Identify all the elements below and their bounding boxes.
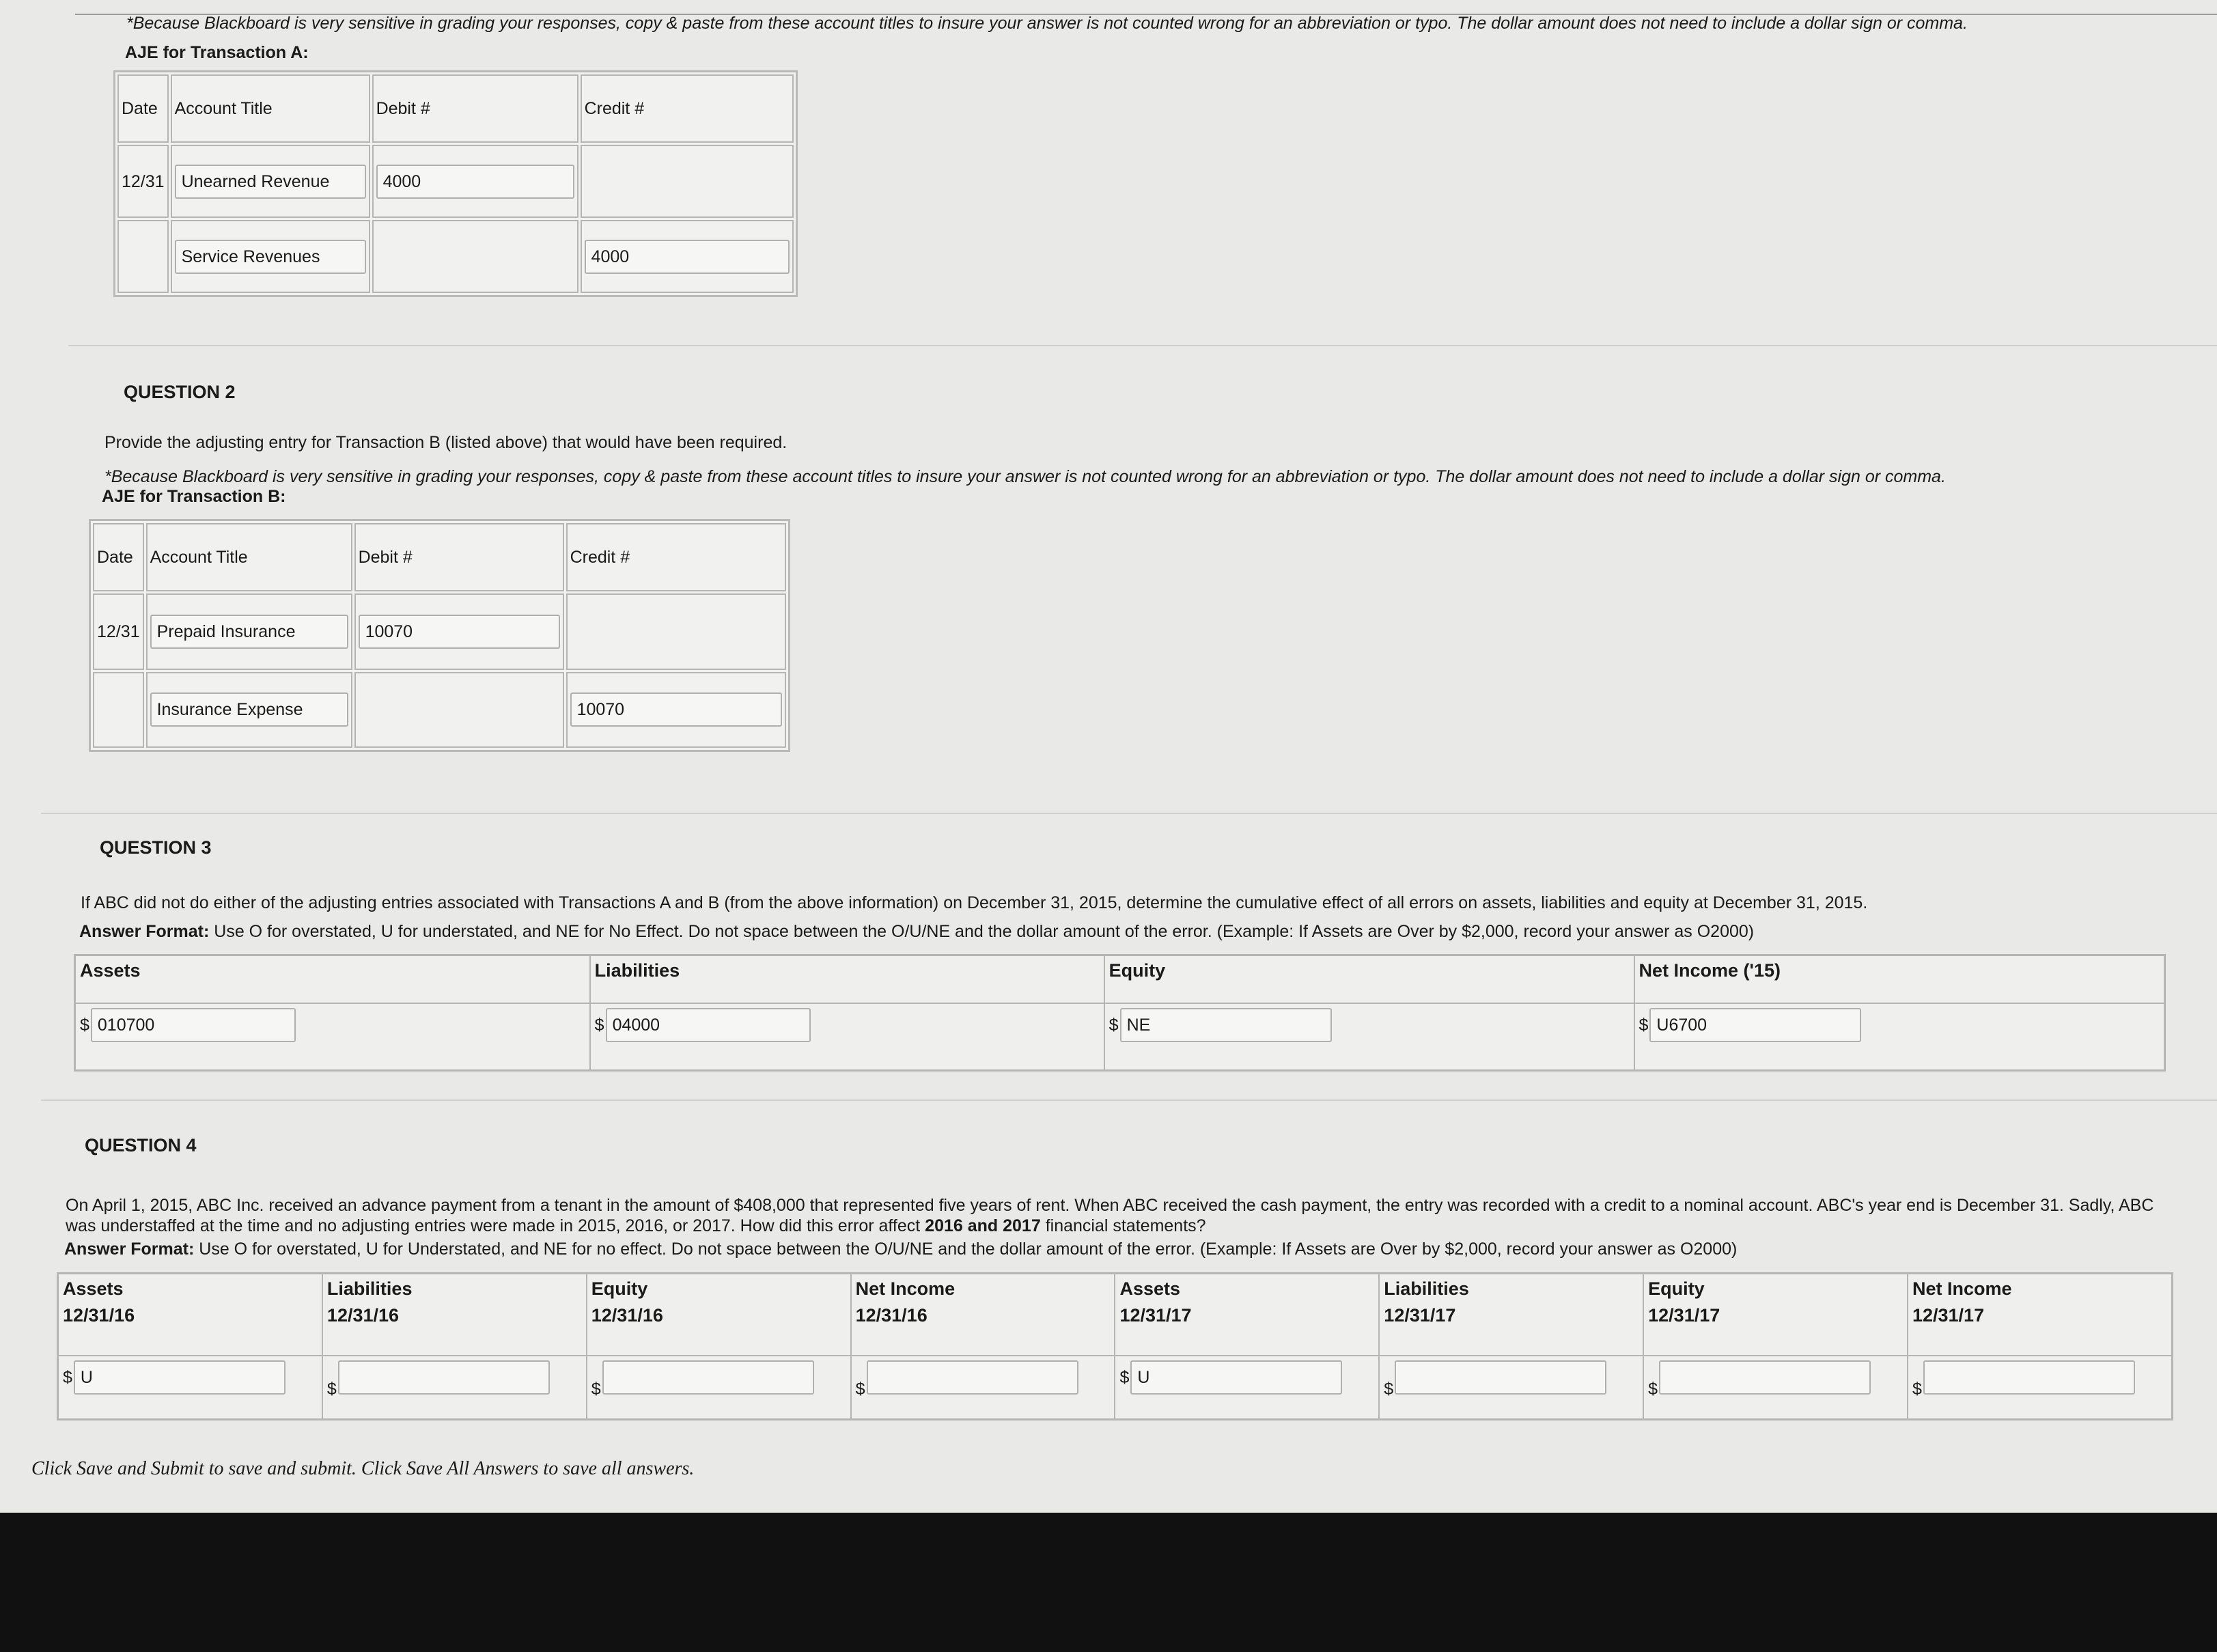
answer-input[interactable] <box>1923 1360 2135 1395</box>
screen-bezel <box>0 1513 2217 1652</box>
assets-input[interactable]: 010700 <box>91 1008 296 1042</box>
col-header <box>58 1274 322 1356</box>
col-date: 12/31/17 <box>1912 1305 1985 1326</box>
col-label: Liabilities <box>590 955 1104 1003</box>
col-header <box>1643 1274 1908 1356</box>
q4-heading: QUESTION 4 <box>85 1135 197 1156</box>
answer-input[interactable] <box>867 1360 1078 1395</box>
dollar-sign: $ <box>1119 1367 1130 1387</box>
credit-header: Credit # <box>566 523 786 591</box>
dollar-sign: $ <box>1639 1015 1649 1035</box>
answer-input[interactable]: U <box>1130 1360 1342 1395</box>
dollar-sign: $ <box>1648 1379 1658 1399</box>
debit-input[interactable]: 4000 <box>376 165 574 199</box>
answer-input[interactable] <box>338 1360 550 1395</box>
dollar-sign: $ <box>594 1015 604 1035</box>
col-header <box>1379 1274 1643 1356</box>
account-input[interactable]: Prepaid Insurance <box>150 615 348 649</box>
dollar-sign: $ <box>1384 1379 1394 1399</box>
col-date: 12/31/17 <box>1119 1305 1192 1326</box>
col-date: 12/31/17 <box>1384 1305 1456 1326</box>
dollar-sign: $ <box>326 1379 337 1399</box>
col-label: Assets <box>75 955 590 1003</box>
credit-input[interactable]: 4000 <box>585 240 790 274</box>
q4-prompt <box>66 1195 2156 1236</box>
col-date: 12/31/16 <box>63 1305 135 1326</box>
equity-input[interactable]: NE <box>1120 1008 1332 1042</box>
account-input[interactable]: Insurance Expense <box>150 692 348 727</box>
col-label: Net Income ('15) <box>1634 955 2165 1003</box>
q3-format <box>79 922 1754 942</box>
dollar-sign: $ <box>591 1379 601 1399</box>
dollar-sign: $ <box>1108 1015 1119 1035</box>
answer-cell <box>1115 1356 1379 1420</box>
col-label: Liabilities <box>1384 1278 1469 1299</box>
q3-answer-table <box>74 954 2166 1072</box>
col-header <box>322 1274 587 1356</box>
answer-cell <box>322 1356 587 1420</box>
q1-aje-label: AJE for Transaction A: <box>125 43 309 62</box>
answer-cell <box>587 1356 851 1420</box>
q3-prompt: If ABC did not do either of the adjusting entries associated with Transactions A and B (from the above information) on December 31, 2015, determine the cumulative effect of all errors on assets, liabilities and equity at December 31, 2015. <box>81 893 1868 912</box>
col-label: Liabilities <box>326 1278 413 1299</box>
answer-cell <box>1908 1356 2173 1420</box>
col-date: 12/31/16 <box>326 1305 400 1326</box>
answer-cell <box>1643 1356 1908 1420</box>
footer-note: Click Save and Submit to save and submit. Click Save All Answers to save all answers. <box>31 1458 695 1479</box>
q2-heading: QUESTION 2 <box>124 382 236 402</box>
answer-input[interactable]: U <box>74 1360 285 1395</box>
account-header: Account Title <box>146 523 352 591</box>
dollar-sign: $ <box>855 1379 865 1399</box>
prompt-bold: 2016 and 2017 <box>925 1216 1041 1235</box>
col-date: 12/31/17 <box>1648 1305 1720 1326</box>
col-label: Equity <box>1104 955 1634 1003</box>
answer-cell <box>1379 1356 1643 1420</box>
q4-answer-table <box>57 1272 2173 1420</box>
col-label: Equity <box>591 1278 648 1299</box>
col-date: 12/31/16 <box>855 1305 928 1326</box>
prompt-text: On April 1, 2015, ABC Inc. received an advance payment from a tenant in the amount of $408,000 that represented five years of rent. When ABC received the cash payment, the entry was recorded with a credit to a nominal account. ABC's year end is December 31. Sadly, ABC was understaffed at the time and no adjusting entries were made in 2015, 2016, or 2017. How did this error affect <box>66 1196 2154 1235</box>
date-header: Date <box>93 523 144 591</box>
answer-input[interactable] <box>1659 1360 1871 1395</box>
dollar-sign: $ <box>80 1015 89 1035</box>
answer-input[interactable] <box>602 1360 814 1395</box>
q2-aje-table <box>89 519 790 752</box>
col-label: Assets <box>1119 1278 1181 1299</box>
answer-input[interactable] <box>1395 1360 1606 1395</box>
liabilities-input[interactable]: 04000 <box>606 1008 811 1042</box>
q1-aje-table <box>113 70 798 297</box>
col-label: Equity <box>1648 1278 1705 1299</box>
date-cell: 12/31 <box>93 593 144 670</box>
account-header: Account Title <box>171 74 370 143</box>
col-header <box>1908 1274 2173 1356</box>
debit-input[interactable]: 10070 <box>359 615 560 649</box>
dollar-sign: $ <box>1912 1379 1922 1399</box>
col-header <box>1115 1274 1379 1356</box>
credit-header: Credit # <box>581 74 794 143</box>
col-label: Net Income <box>855 1278 956 1299</box>
credit-input[interactable]: 10070 <box>570 692 782 727</box>
q2-prompt: Provide the adjusting entry for Transaction B (listed above) that would have been required. <box>104 433 787 452</box>
q3-heading: QUESTION 3 <box>100 837 212 858</box>
answer-cell <box>58 1356 322 1420</box>
dollar-sign: $ <box>63 1367 72 1387</box>
account-input[interactable]: Unearned Revenue <box>175 165 366 199</box>
format-label: Answer Format: <box>64 1240 195 1259</box>
net-income-input[interactable]: U6700 <box>1649 1008 1861 1042</box>
col-label: Assets <box>63 1278 124 1299</box>
q4-format <box>64 1240 1737 1259</box>
answer-cell <box>851 1356 1115 1420</box>
format-text: Use O for overstated, U for Understated, and NE for no effect. Do not space between the O/U/NE and the dollar amount of the error. (Example: If Assets are Over by $2,000, record your answer as O2000) <box>194 1240 1738 1259</box>
format-text: Use O for overstated, U for understated, and NE for No Effect. Do not space between the O/U/NE and the dollar amount of the error. (Example: If Assets are Over by $2,000, record your answer as O2000) <box>209 922 1755 941</box>
q1-instruction: *Because Blackboard is very sensitive in grading your responses, copy & paste from these account titles to insure your answer is not counted wrong for an abbreviation or typo. The dollar amount does not need to include a dollar sign or comma. <box>126 14 1968 33</box>
col-header <box>587 1274 851 1356</box>
col-date: 12/31/16 <box>591 1305 663 1326</box>
q2-aje-label: AJE for Transaction B: <box>102 487 286 506</box>
format-label: Answer Format: <box>79 922 210 941</box>
account-input[interactable]: Service Revenues <box>175 240 366 274</box>
col-label: Net Income <box>1912 1278 2012 1299</box>
date-header: Date <box>117 74 169 143</box>
debit-header: Debit # <box>372 74 578 143</box>
prompt-end: financial statements? <box>1040 1216 1206 1235</box>
col-header <box>851 1274 1115 1356</box>
date-cell: 12/31 <box>117 145 169 218</box>
debit-header: Debit # <box>354 523 564 591</box>
q2-instruction: *Because Blackboard is very sensitive in grading your responses, copy & paste from these account titles to insure your answer is not counted wrong for an abbreviation or typo. The dollar amount does not need to include a dollar sign or comma. <box>104 467 1946 486</box>
